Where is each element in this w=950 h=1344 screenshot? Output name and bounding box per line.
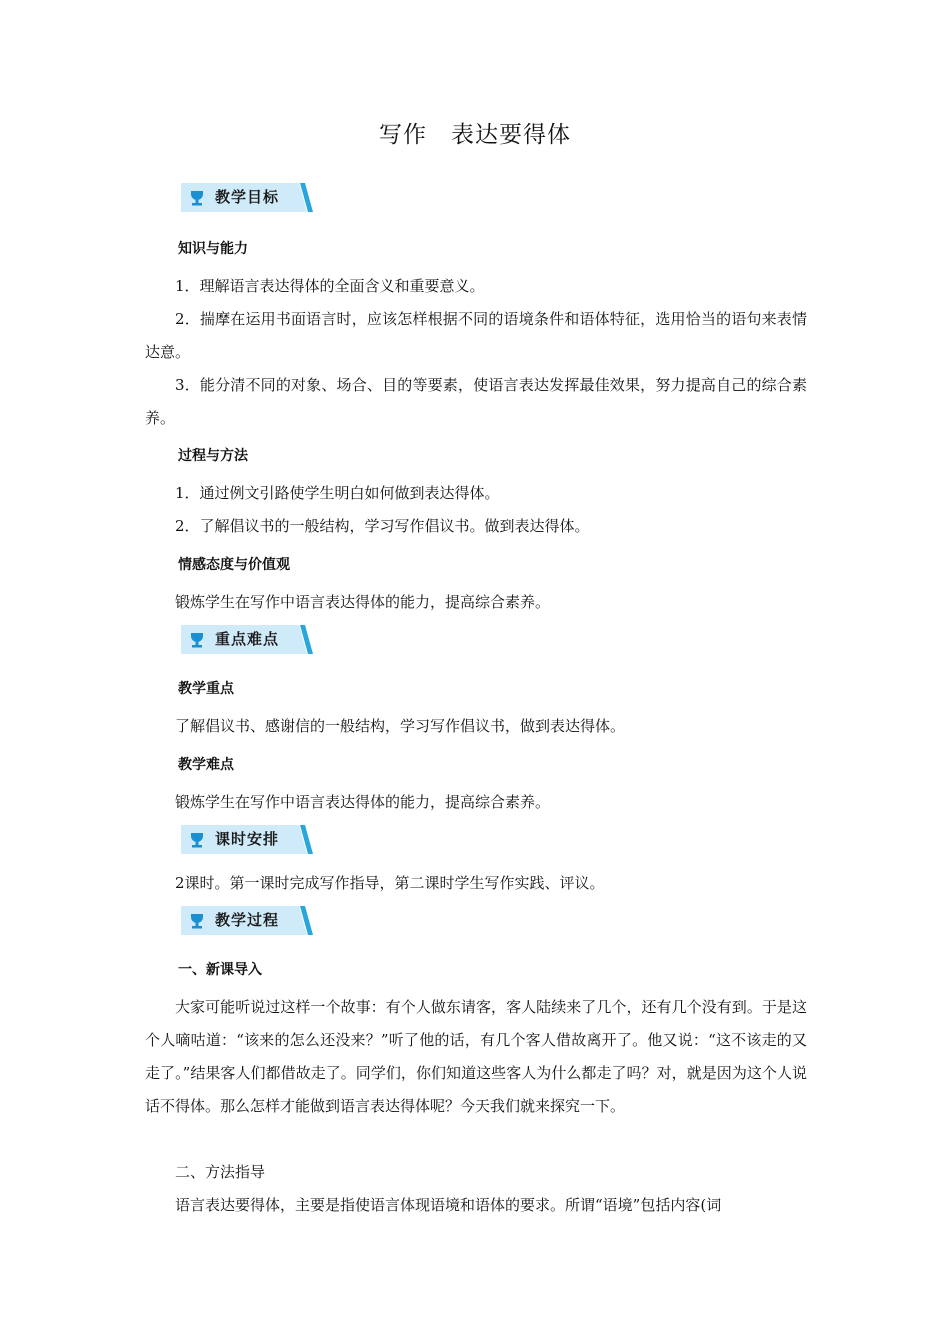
trophy-icon <box>191 633 203 648</box>
badge-label: 教学目标 <box>215 188 280 206</box>
heading-difficulty: 教学难点 <box>178 757 234 773</box>
heading-intro: 一、新课导入 <box>178 962 262 978</box>
difficulty-text: 锻炼学生在写作中语言表达得体的能力，提高综合素养。 <box>175 793 551 811</box>
section-badge-process <box>181 906 313 935</box>
intro-text: 大家可能听说过这样一个故事：有个人做东请客，客人陆续来了几个，还有几个没有到。于是这个人嘀咕道：“该来的怎么还没来？”听了他的话，有几个客人借故离开了。他又说：“这不该走的又走了。”结果客人们都借故走了。同学们，你们知道这些客人为什么都走了吗？对，就是因为这个人说话不得体。那么怎样才能做到语言表达得体呢？今天我们就来探究一下。 <box>145 998 807 1115</box>
section-badge-schedule <box>181 825 313 854</box>
heading-method: 过程与方法 <box>178 448 248 464</box>
badge-label: 教学过程 <box>215 911 280 929</box>
trophy-icon <box>191 914 203 929</box>
knowledge-item-3: 3．能分清不同的对象、场合、目的等要素，使语言表达发挥最佳效果，努力提高自己的综合素养。 <box>145 376 807 427</box>
heading-guide: 二、方法指导 <box>175 1163 266 1181</box>
badge-label: 重点难点 <box>215 630 280 648</box>
trophy-icon <box>191 191 203 206</box>
page-title: 写作 表达要得体 <box>379 122 571 148</box>
method-item-2: 2．了解倡议书的一般结构，学习写作倡议书。做到表达得体。 <box>175 517 590 535</box>
trophy-icon <box>191 833 203 848</box>
badge-label: 课时安排 <box>215 830 280 848</box>
key-text: 了解倡议书、感谢信的一般结构，学习写作倡议书，做到表达得体。 <box>175 717 626 735</box>
heading-key: 教学重点 <box>178 681 234 697</box>
section-badge-goals <box>181 183 313 212</box>
emotion-text: 锻炼学生在写作中语言表达得体的能力，提高综合素养。 <box>175 593 551 611</box>
heading-emotion: 情感态度与价值观 <box>178 557 290 573</box>
heading-knowledge: 知识与能力 <box>178 241 248 257</box>
knowledge-item-1: 1．理解语言表达得体的全面含义和重要意义。 <box>175 277 485 295</box>
method-item-1: 1．通过例文引路使学生明白如何做到表达得体。 <box>175 484 500 502</box>
schedule-text: 2课时。第一课时完成写作指导，第二课时学生写作实践、评议。 <box>175 874 605 892</box>
guide-text: 语言表达要得体，主要是指使语言体现语境和语体的要求。所谓“语境”包括内容(词 <box>175 1196 722 1214</box>
section-badge-keypoints <box>181 625 313 654</box>
knowledge-item-2: 2．揣摩在运用书面语言时，应该怎样根据不同的语境条件和语体特征，选用恰当的语句来表情达意。 <box>145 310 807 361</box>
